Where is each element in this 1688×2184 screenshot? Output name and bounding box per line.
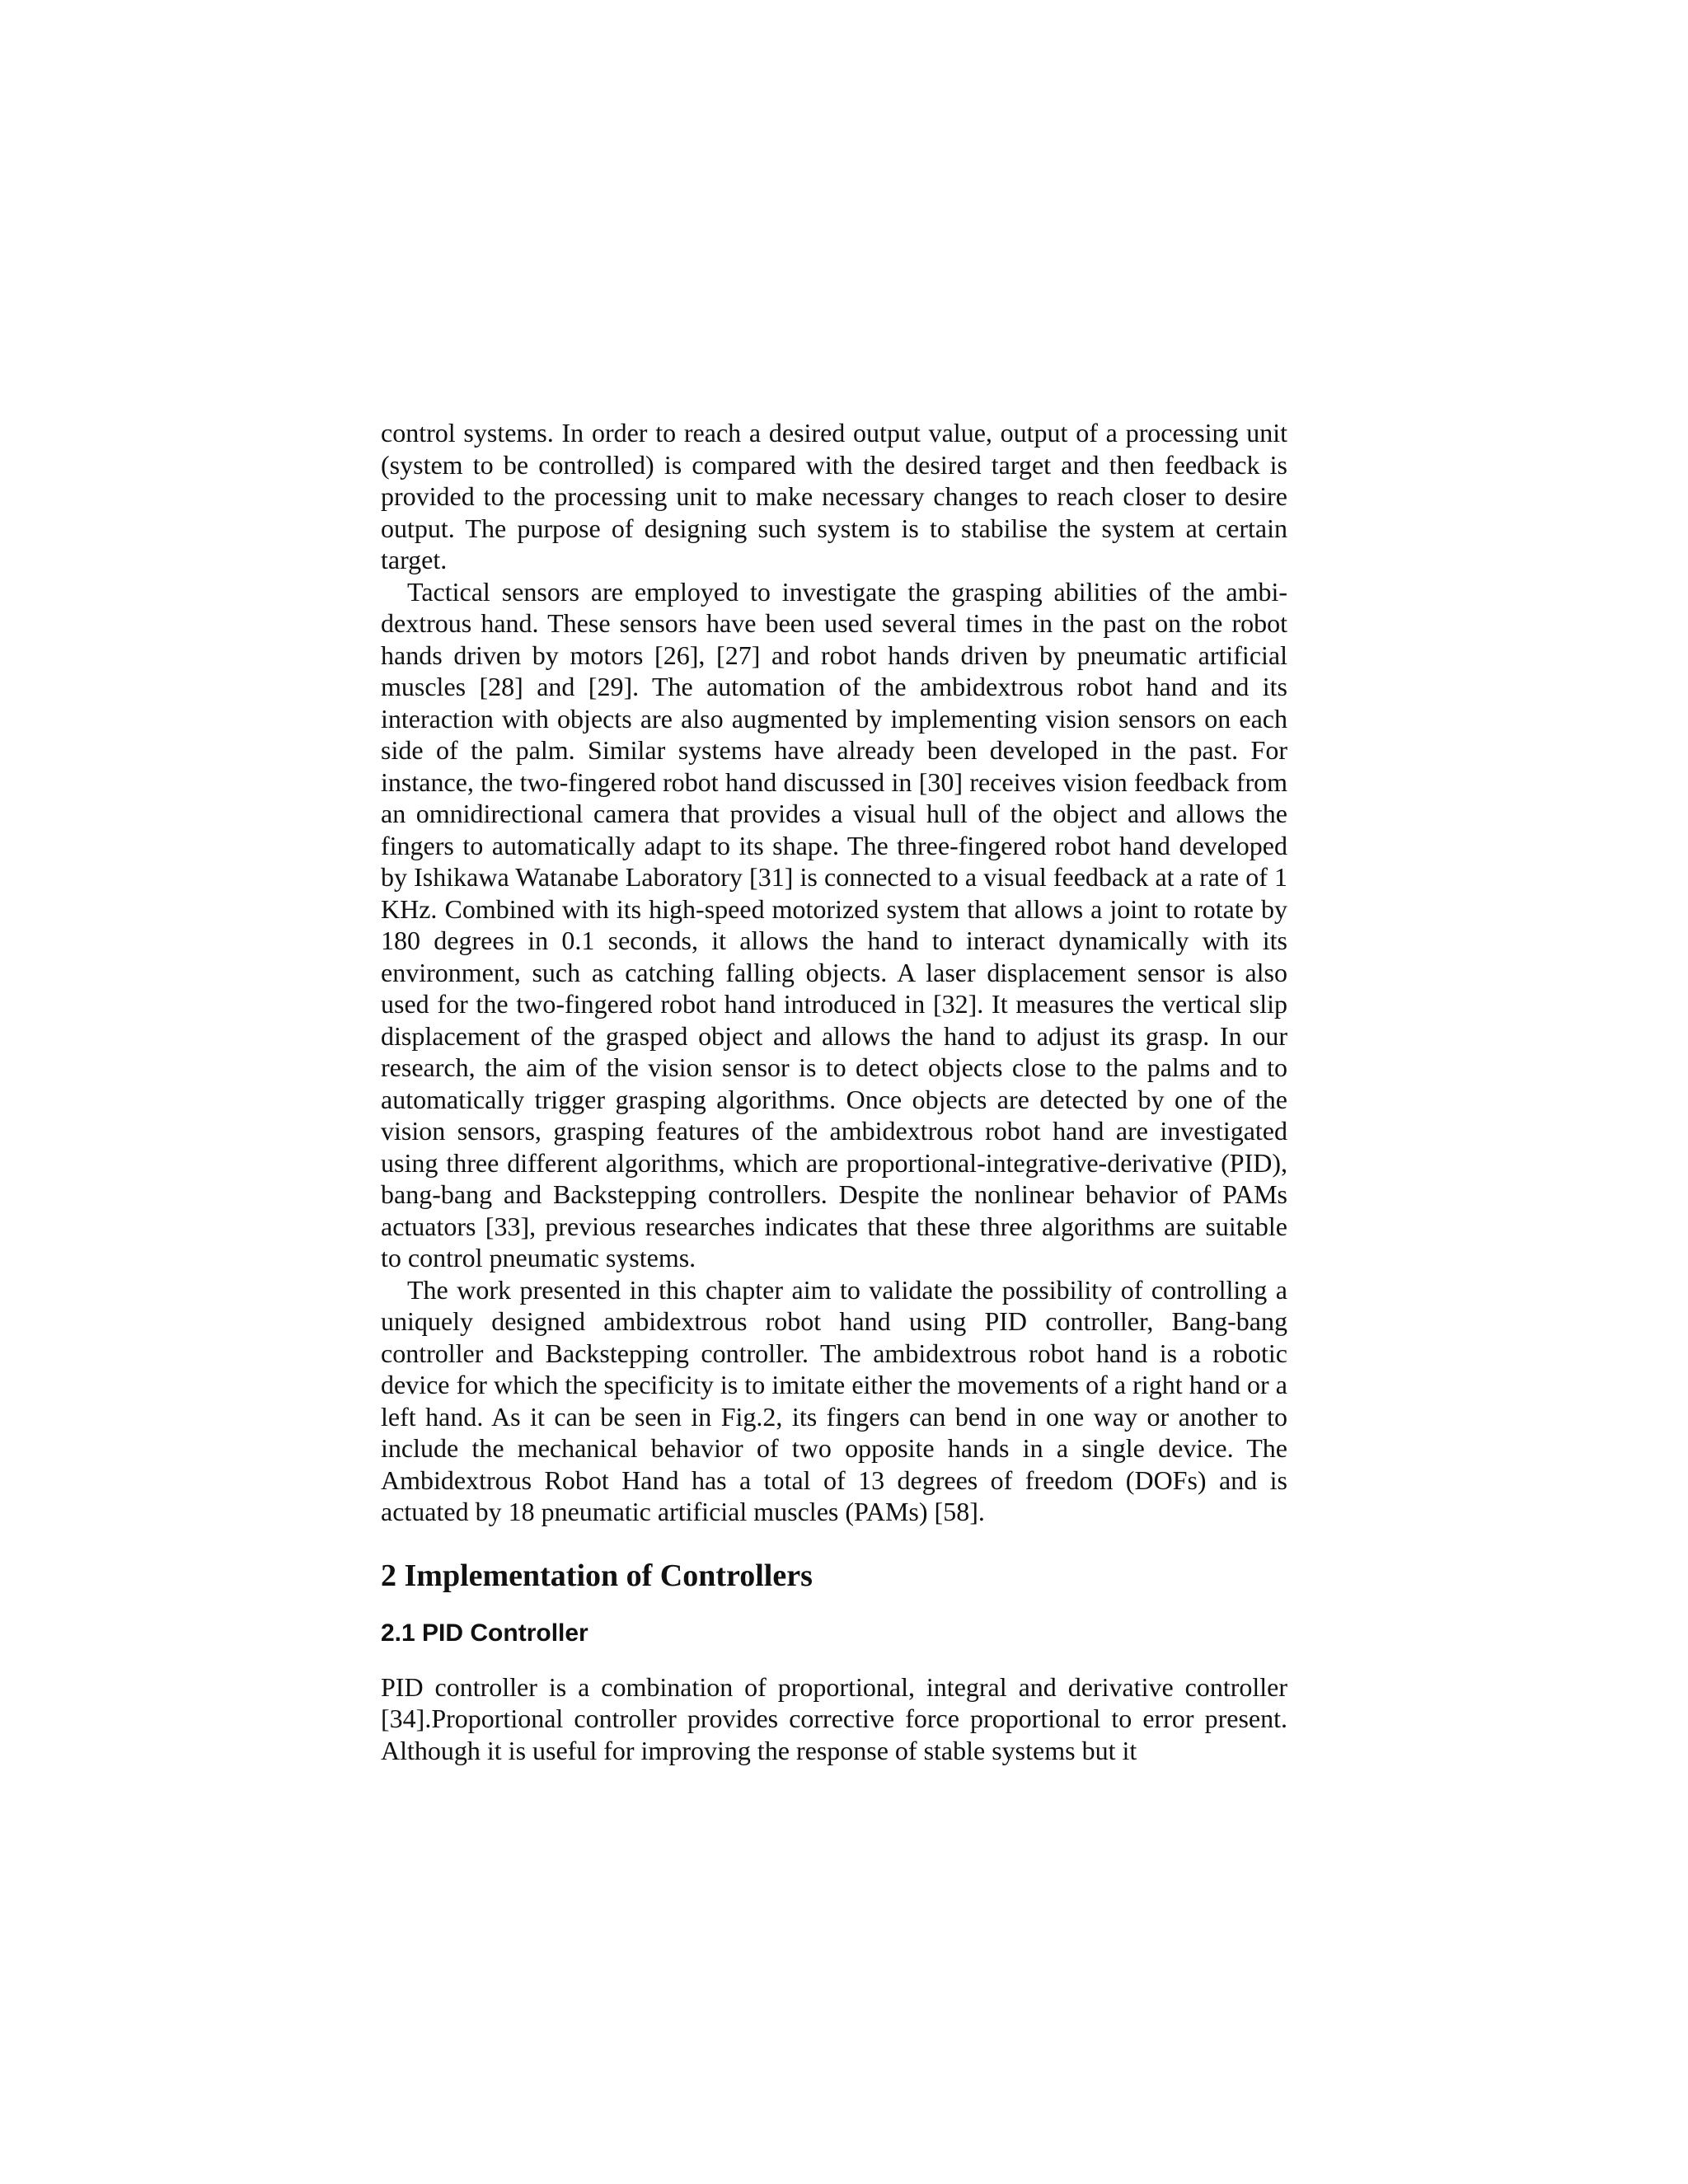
paragraph-pid-controller: PID controller is a combination of proportional, integral and derivative controller [34].Proportional controller provides corrective force proportional to error present. Although it is useful for improving the response of stable systems but it <box>381 1671 1287 1765</box>
subsection-heading: 2.1 PID Controller <box>381 1619 588 1647</box>
paragraph-control-systems: control systems. In order to reach a desired output value, output of a processing unit (system to be controlled) is compared with the desired target and then feedback is provided to the processing unit to make necessary changes to reach closer to desire output. The purpose of designing such system is to stabilise the system at certain target. <box>381 418 1287 574</box>
section-heading: 2 Implementation of Controllers <box>381 1558 813 1593</box>
body-text <box>381 417 1287 1766</box>
paragraph-work-presented: The work presented in this chapter aim to validate the possibility of controlling a uniquely designed ambidextrous robot hand using PID controller, Bang-bang controller and Backstepping controller. The ambidextrous robot hand is a robotic device for which the specificity is to imitate either the movements of a right hand or a left hand. As it can be seen in Fig.2, its fingers can bend in one way or another to include the mechanical behavior of two opposite hands in a single device. The Ambidextrous Robot Hand has a total of 13 degrees of freedom (DOFs) and is actuated by 18 pneumatic artificial muscles (PAMs) [58]. <box>381 1274 1287 1526</box>
paragraph-tactical-sensors: Tactical sensors are employed to investigate the grasping abilities of the ambidextrous hand. These sensors have been used several times in the past on the robot hands driven by motors [26], [27] and robot hands driven by pneumatic artificial muscles [28] and [29]. The automation of the ambidextrous robot hand and its interaction with objects are also augmented by implementing vision sensors on each side of the palm. Similar systems have already been developed in the past. For instance, the two-fingered robot hand discussed in [30] receives vision feedback from an omnidirectional camera that provides a visual hull of the object and allows the fingers to automatically adapt to its shape. The three-fingered robot hand developed by Ishikawa Watanabe Laboratory [31] is connected to a visual feedback at a rate of 1 KHz. Combined with its high-speed motorized system that allows a joint to rotate by 180 degrees in 0.1 seconds, it allows the hand to interact dynamically with its environment, such as catching falling objects. A laser displacement sensor is also used for the two-fingered robot hand introduced in [32]. It measures the vertical slip displacement of the grasped object and allows the hand to adjust its grasp. In our research, the aim of the vision sensor is to detect objects close to the palms and to automatically trigger grasping algorithms. Once objects are detected by one of the vision sensors, grasping features of the ambidextrous robot hand are investigated using three different algorithms, which are proportional-integrative-derivative (PID), bang-bang and Backstepping controllers. Despite the nonlinear behavior of PAMs actuators [33], previous researches indicates that these three algorithms are suitable to control pneumatic systems. <box>381 576 1287 1272</box>
